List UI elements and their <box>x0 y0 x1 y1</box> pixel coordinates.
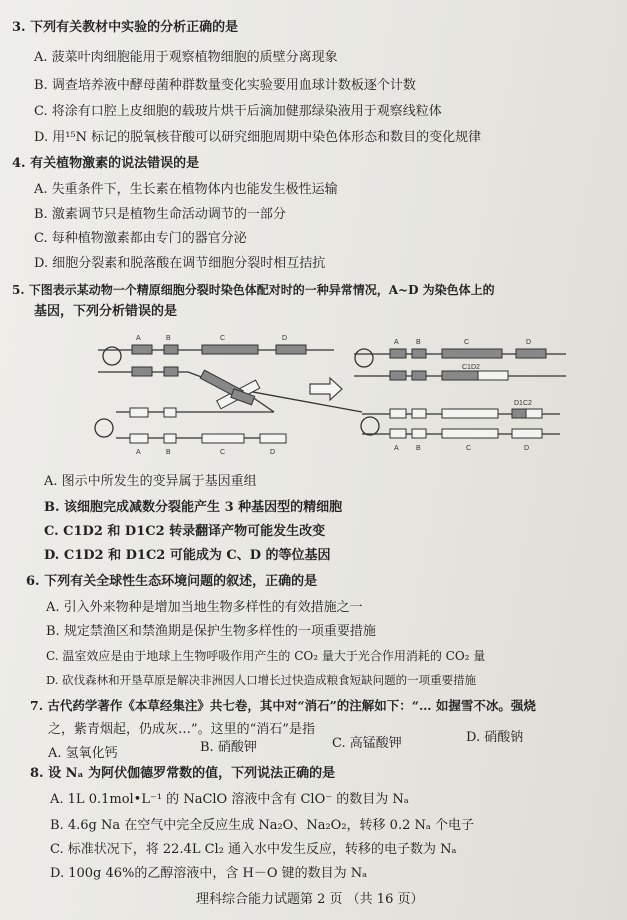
q3-option-c: C. 将涂有口腔上皮细胞的载玻片烘干后滴加健那绿染液用于观察线粒体 <box>34 104 442 119</box>
label-left-top-d: D <box>282 335 288 342</box>
q8-option-c: C. 标准状况下，将 22.4L Cl₂ 通入水中发生反应，转移的电子数为 Nₐ <box>50 842 457 857</box>
label-right-bottom-c: C <box>466 445 472 452</box>
page-footer: 理科综合能力试题第 2 页 （共 16 页） <box>196 892 424 907</box>
q6-option-b: B. 规定禁渔区和禁渔期是保护生物多样性的一项重要措施 <box>46 624 376 639</box>
q5-stem-line2: 基因，下列分析错误的是 <box>34 304 178 319</box>
label-left-top-c: C <box>220 335 226 342</box>
label-left-top-a: A <box>136 335 141 342</box>
gene-a-top-left <box>132 345 152 354</box>
q7-option-a: A. 氢氧化钙 <box>48 746 118 761</box>
label-left-bottom-c: C <box>220 449 226 456</box>
label-c1d2: C1D2 <box>462 364 480 371</box>
label-right-bottom-a: A <box>394 445 399 452</box>
gene-c-top-left <box>202 345 258 354</box>
q5-option-d: D. C1D2 和 D1C2 可能成为 C、D 的等位基因 <box>44 548 331 563</box>
q3-option-b: B. 调查培养液中酵母菌种群数量变化实验要用血球计数板逐个计数 <box>34 78 416 93</box>
q6-option-d: D. 砍伐森林和开垦草原是解决非洲因人口增长过快造成粮食短缺问题的一项重要措施 <box>46 673 477 687</box>
label-right-bottom-d: D <box>524 445 530 452</box>
label-d1c2: D1C2 <box>514 400 532 407</box>
q6-option-a: A. 引入外来物种是增加当地生物多样性的有效措施之一 <box>46 600 363 615</box>
q8-stem: 8. 设 Nₐ 为阿伏伽德罗常数的值，下列说法正确的是 <box>30 766 336 781</box>
label-left-bottom-d: D <box>270 449 276 456</box>
label-right-bottom-b: B <box>416 445 421 452</box>
q5-option-b: B. 该细胞完成减数分裂能产生 3 种基因型的精细胞 <box>44 500 343 515</box>
right-arrow-icon <box>310 378 342 400</box>
q4-option-a: A. 失重条件下，生长素在植物体内也能发生极性运输 <box>34 182 338 197</box>
label-right-top-b: B <box>416 339 421 346</box>
q8-option-b: B. 4.6g Na 在空气中完全反应生成 Na₂O、Na₂O₂，转移 0.2 Nₐ 个电子 <box>50 818 474 833</box>
q7-option-d: D. 硝酸钠 <box>466 730 524 745</box>
gene-d-top-left <box>276 345 306 354</box>
q3-option-d: D. 用¹⁵N 标记的脱氧核苷酸可以研究细胞周期中染色体形态和数目的变化规律 <box>34 130 482 145</box>
q4-option-c: C. 每种植物激素都由专门的器官分泌 <box>34 231 247 246</box>
q3-stem: 3. 下列有关教材中实验的分析正确的是 <box>12 20 239 35</box>
gene-b-top-left <box>164 345 178 354</box>
q5-option-a: A. 图示中所发生的变异属于基因重组 <box>44 474 257 489</box>
q4-option-b: B. 激素调节只是植物生命活动调节的一部分 <box>34 207 286 222</box>
q8-option-a: A. 1L 0.1mol•L⁻¹ 的 NaClO 溶液中含有 ClO⁻ 的数目为 Nₐ <box>50 792 409 807</box>
chromosome-pairing-diagram <box>92 328 570 462</box>
q8-option-d: D. 100g 46%的乙醇溶液中，含 H－O 键的数目为 Nₐ <box>50 866 368 881</box>
q3-option-a: A. 菠菜叶肉细胞能用于观察植物细胞的质壁分离现象 <box>34 50 338 65</box>
q7-option-b: B. 硝酸钾 <box>200 740 257 755</box>
label-right-top-d: D <box>526 339 532 346</box>
label-left-top-b: B <box>166 335 171 342</box>
q7-option-c: C. 高锰酸钾 <box>332 736 402 751</box>
q4-option-d: D. 细胞分裂素和脱落酸在调节细胞分裂时相互拮抗 <box>34 256 326 271</box>
q4-stem: 4. 有关植物激素的说法错误的是 <box>12 156 200 171</box>
label-left-bottom-a: A <box>136 449 141 456</box>
label-left-bottom-b: B <box>166 449 171 456</box>
q5-option-c: C. C1D2 和 D1C2 转录翻译产物可能发生改变 <box>44 524 326 539</box>
q7-stem-line1: 7. 古代药学著作《本草经集注》共七卷，其中对“消石”的注解如下：“… 如握雪不冰。强烧 <box>30 698 536 713</box>
label-right-top-a: A <box>394 339 399 346</box>
q6-option-c: C. 温室效应是由于地球上生物呼吸作用产生的 CO₂ 量大于光合作用消耗的 CO₂ 量 <box>46 649 486 663</box>
label-right-top-c: C <box>464 339 470 346</box>
q5-stem-line1: 5. 下图表示某动物一个精原细胞分裂时染色体配对时的一种异常情况，A~D 为染色体上的 <box>12 283 495 297</box>
q6-stem: 6. 下列有关全球性生态环境问题的叙述，正确的是 <box>26 574 318 589</box>
q7-stem-line2: 之，紫青烟起，仍成灰…”。这里的“消石”是指 <box>48 722 315 737</box>
